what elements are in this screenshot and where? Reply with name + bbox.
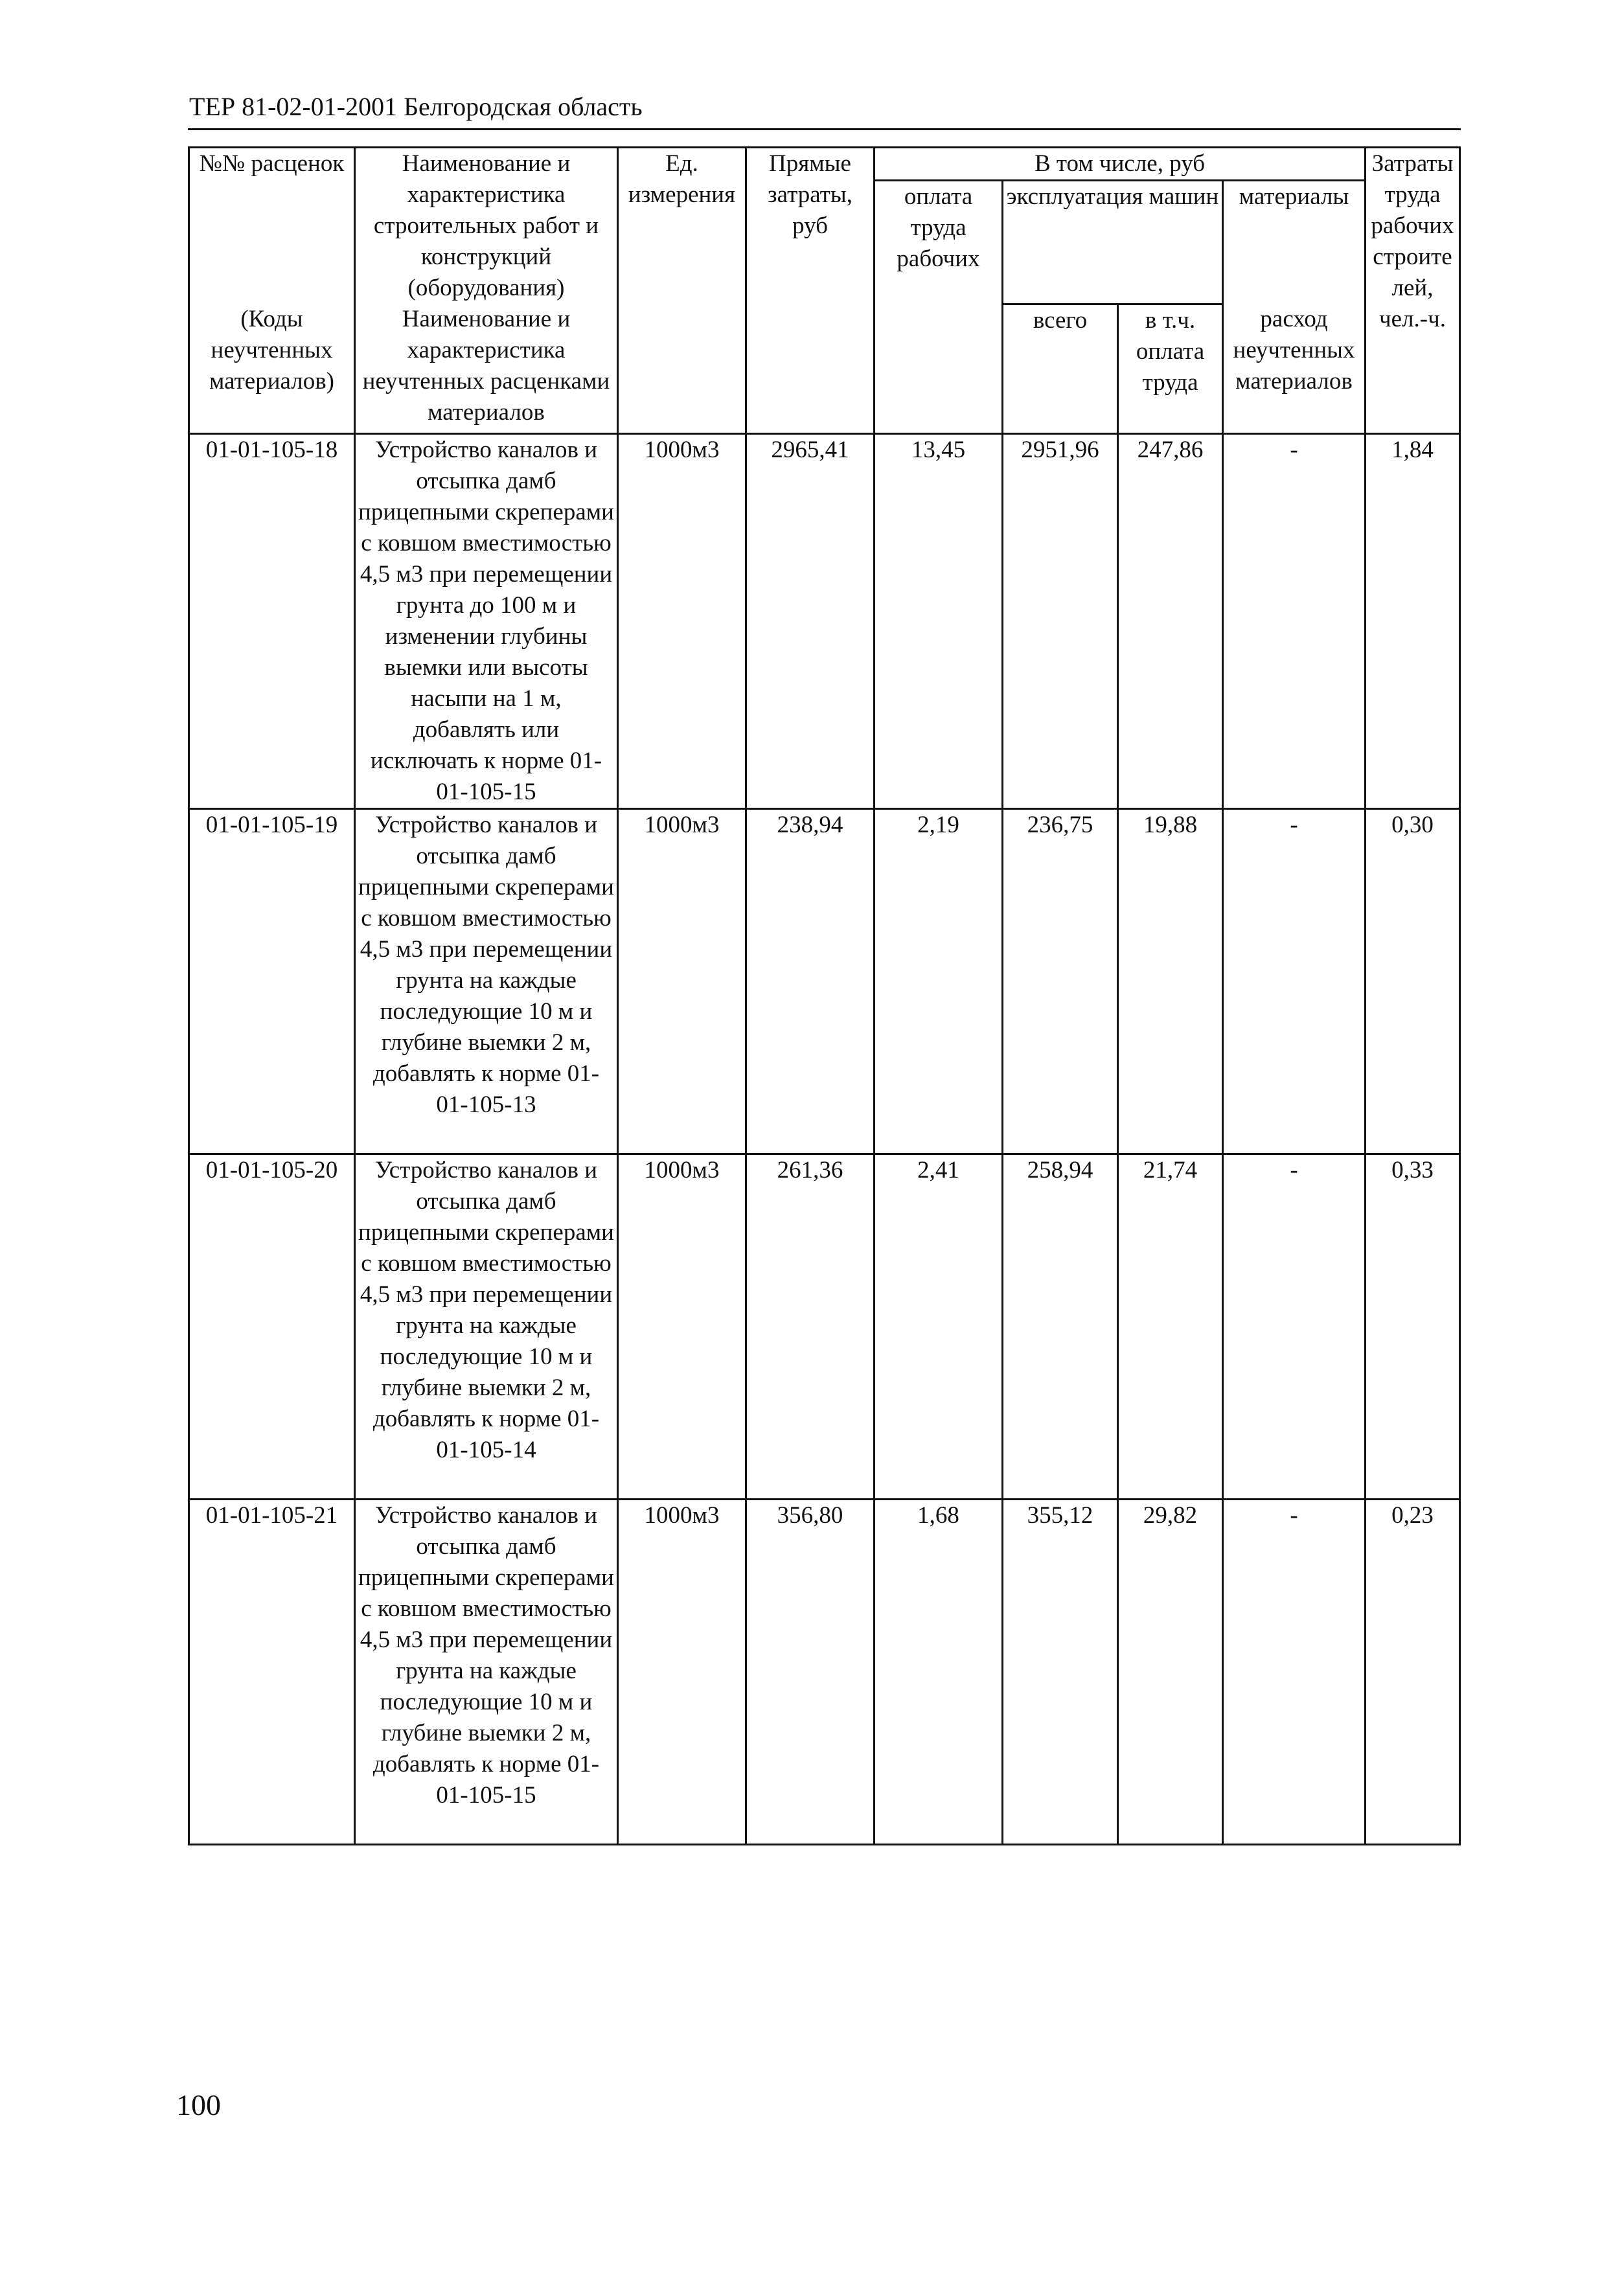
rate-code: 01-01-105-18 xyxy=(189,433,355,808)
header-labor-costs: Затраты труда рабочих строителей, чел.-ч. xyxy=(1366,148,1460,434)
rate-description: Устройство каналов и отсыпка дамб прицепными скреперами с ковшом вместимостью 4,5 м3 при перемещении грунта на каждые последующие 10 м и глубине выемки 2 м, добавлять к норме 01-01-105-14 xyxy=(355,1154,618,1499)
header-code-sub: (Коды неучтенных материалов) xyxy=(189,304,355,433)
header-including: В том числе, руб xyxy=(875,148,1366,181)
header-unit: Ед. измерения xyxy=(618,148,746,434)
rate-wages: 2,19 xyxy=(875,808,1003,1154)
header-code: №№ расценок xyxy=(189,148,355,304)
rates-table xyxy=(188,146,1461,1845)
rate-unit: 1000м3 xyxy=(618,808,746,1154)
rate-labor: 0,30 xyxy=(1366,808,1460,1154)
header-name: Наименование и характеристика строительных работ и конструкций (оборудования) xyxy=(355,148,618,304)
rate-machines-total: 258,94 xyxy=(1003,1154,1118,1499)
rate-labor: 0,23 xyxy=(1366,1499,1460,1844)
rate-direct-costs: 356,80 xyxy=(746,1499,875,1844)
rate-wages: 1,68 xyxy=(875,1499,1003,1844)
rate-description: Устройство каналов и отсыпка дамб прицепными скреперами с ковшом вместимостью 4,5 м3 при перемещении грунта на каждые последующие 10 м и глубине выемки 2 м, добавлять к норме 01-01-105-15 xyxy=(355,1499,618,1844)
rate-wages: 2,41 xyxy=(875,1154,1003,1499)
header-machines: эксплуатация машин xyxy=(1003,181,1223,304)
rate-machines-wages: 247,86 xyxy=(1118,433,1223,808)
rate-labor: 0,33 xyxy=(1366,1154,1460,1499)
table-row xyxy=(189,1499,1460,1844)
page-header-title: ТЕР 81-02-01-2001 Белгородская область xyxy=(189,92,643,121)
table-row xyxy=(189,1154,1460,1499)
rate-code: 01-01-105-19 xyxy=(189,808,355,1154)
rate-materials: - xyxy=(1223,433,1366,808)
header-name-sub: Наименование и характеристика неучтенных расценками материалов xyxy=(355,304,618,433)
header-rule xyxy=(188,128,1461,130)
rate-machines-wages: 29,82 xyxy=(1118,1499,1223,1844)
rate-labor: 1,84 xyxy=(1366,433,1460,808)
rate-unit: 1000м3 xyxy=(618,1499,746,1844)
table-row xyxy=(189,433,1460,808)
rate-machines-total: 355,12 xyxy=(1003,1499,1118,1844)
rate-machines-total: 2951,96 xyxy=(1003,433,1118,808)
rate-direct-costs: 238,94 xyxy=(746,808,875,1154)
header-wages: оплата труда рабочих xyxy=(875,181,1003,434)
rate-machines-total: 236,75 xyxy=(1003,808,1118,1154)
rate-unit: 1000м3 xyxy=(618,1154,746,1499)
table-row xyxy=(189,808,1460,1154)
rate-materials: - xyxy=(1223,808,1366,1154)
header-machines-total: всего xyxy=(1003,304,1118,433)
rate-direct-costs: 2965,41 xyxy=(746,433,875,808)
rate-direct-costs: 261,36 xyxy=(746,1154,875,1499)
page-number: 100 xyxy=(176,2088,221,2121)
rate-materials: - xyxy=(1223,1154,1366,1499)
rate-machines-wages: 21,74 xyxy=(1118,1154,1223,1499)
rate-code: 01-01-105-20 xyxy=(189,1154,355,1499)
header-direct-costs: Прямые затраты, руб xyxy=(746,148,875,434)
header-unaccounted-materials: расход неучтенных материалов xyxy=(1223,304,1366,433)
rate-description: Устройство каналов и отсыпка дамб прицепными скреперами с ковшом вместимостью 4,5 м3 при перемещении грунта до 100 м и изменении глубины выемки или высоты насыпи на 1 м, добавлять или исключать к норме 01-01-105-15 xyxy=(355,433,618,808)
rate-unit: 1000м3 xyxy=(618,433,746,808)
header-machines-wages: в т.ч. оплата труда xyxy=(1118,304,1223,433)
rate-code: 01-01-105-21 xyxy=(189,1499,355,1844)
rate-machines-wages: 19,88 xyxy=(1118,808,1223,1154)
rate-materials: - xyxy=(1223,1499,1366,1844)
rate-description: Устройство каналов и отсыпка дамб прицепными скреперами с ковшом вместимостью 4,5 м3 при перемещении грунта на каждые последующие 10 м и глубине выемки 2 м, добавлять к норме 01-01-105-13 xyxy=(355,808,618,1154)
header-materials: материалы xyxy=(1223,181,1366,304)
rate-wages: 13,45 xyxy=(875,433,1003,808)
